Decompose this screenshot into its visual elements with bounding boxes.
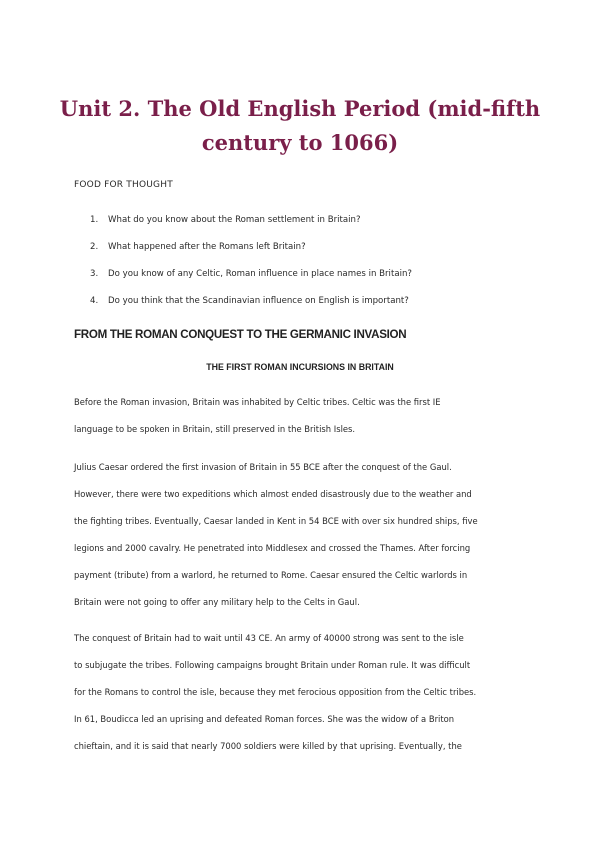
question-number: 4. [90, 296, 99, 306]
paragraph-line: Julius Caesar ordered the first invasion of Britain in 55 BCE after the conquest of the Gaul. [74, 462, 452, 472]
question-text: Do you know of any Celtic, Roman influence in place names in Britain? [108, 269, 412, 279]
question-number: 3. [90, 269, 99, 279]
subsection-heading: THE FIRST ROMAN INCURSIONS IN BRITAIN [206, 362, 394, 372]
paragraph-line: language to be spoken in Britain, still preserved in the British Isles. [74, 424, 356, 434]
question-number: 1. [90, 215, 99, 225]
question-text: What do you know about the Roman settlement in Britain? [108, 215, 361, 225]
question-item [90, 266, 412, 293]
question-item [90, 293, 412, 320]
question-list [90, 212, 412, 320]
question-item [90, 212, 412, 239]
question-number: 2. [90, 242, 99, 252]
paragraph-line: Britain were not going to offer any military help to the Celts in Gaul. [74, 597, 360, 607]
paragraph-line: the fighting tribes. Eventually, Caesar landed in Kent in 54 BCE with over six hundred ships, five [74, 516, 478, 526]
question-item [90, 239, 412, 266]
paragraph-line: Before the Roman invasion, Britain was inhabited by Celtic tribes. Celtic was the first IE [74, 397, 441, 407]
question-text: Do you think that the Scandinavian influence on English is important? [108, 296, 409, 306]
page-title [40, 92, 560, 160]
paragraph-line: The conquest of Britain had to wait until 43 CE. An army of 40000 strong was sent to the isle [74, 633, 464, 643]
paragraph-line: chieftain, and it is said that nearly 7000 soldiers were killed by that uprising. Eventually, the [74, 741, 462, 751]
title-line-1: Unit 2. The Old English Period (mid-fifth [59, 96, 541, 121]
paragraph-line: However, there were two expeditions which almost ended disastrously due to the weather and [74, 489, 472, 499]
paragraph-line: In 61, Boudicca led an uprising and defeated Roman forces. She was the widow of a Briton [74, 714, 455, 724]
paragraph-line: for the Romans to control the isle, because they met ferocious opposition from the Celtic tribes. [74, 687, 477, 697]
food-for-thought-label: FOOD FOR THOUGHT [74, 180, 173, 190]
question-text: What happened after the Romans left Britain? [108, 242, 306, 252]
paragraph-line: payment (tribute) from a warlord, he returned to Rome. Caesar ensured the Celtic warlords in [74, 570, 468, 580]
paragraph-line: legions and 2000 cavalry. He penetrated into Middlesex and crossed the Thames. After forcing [74, 543, 471, 553]
section-heading: FROM THE ROMAN CONQUEST TO THE GERMANIC INVASION [74, 328, 407, 341]
title-line-2: century to 1066) [201, 130, 399, 155]
paragraph-line: to subjugate the tribes. Following campaigns brought Britain under Roman rule. It was difficult [74, 660, 471, 670]
